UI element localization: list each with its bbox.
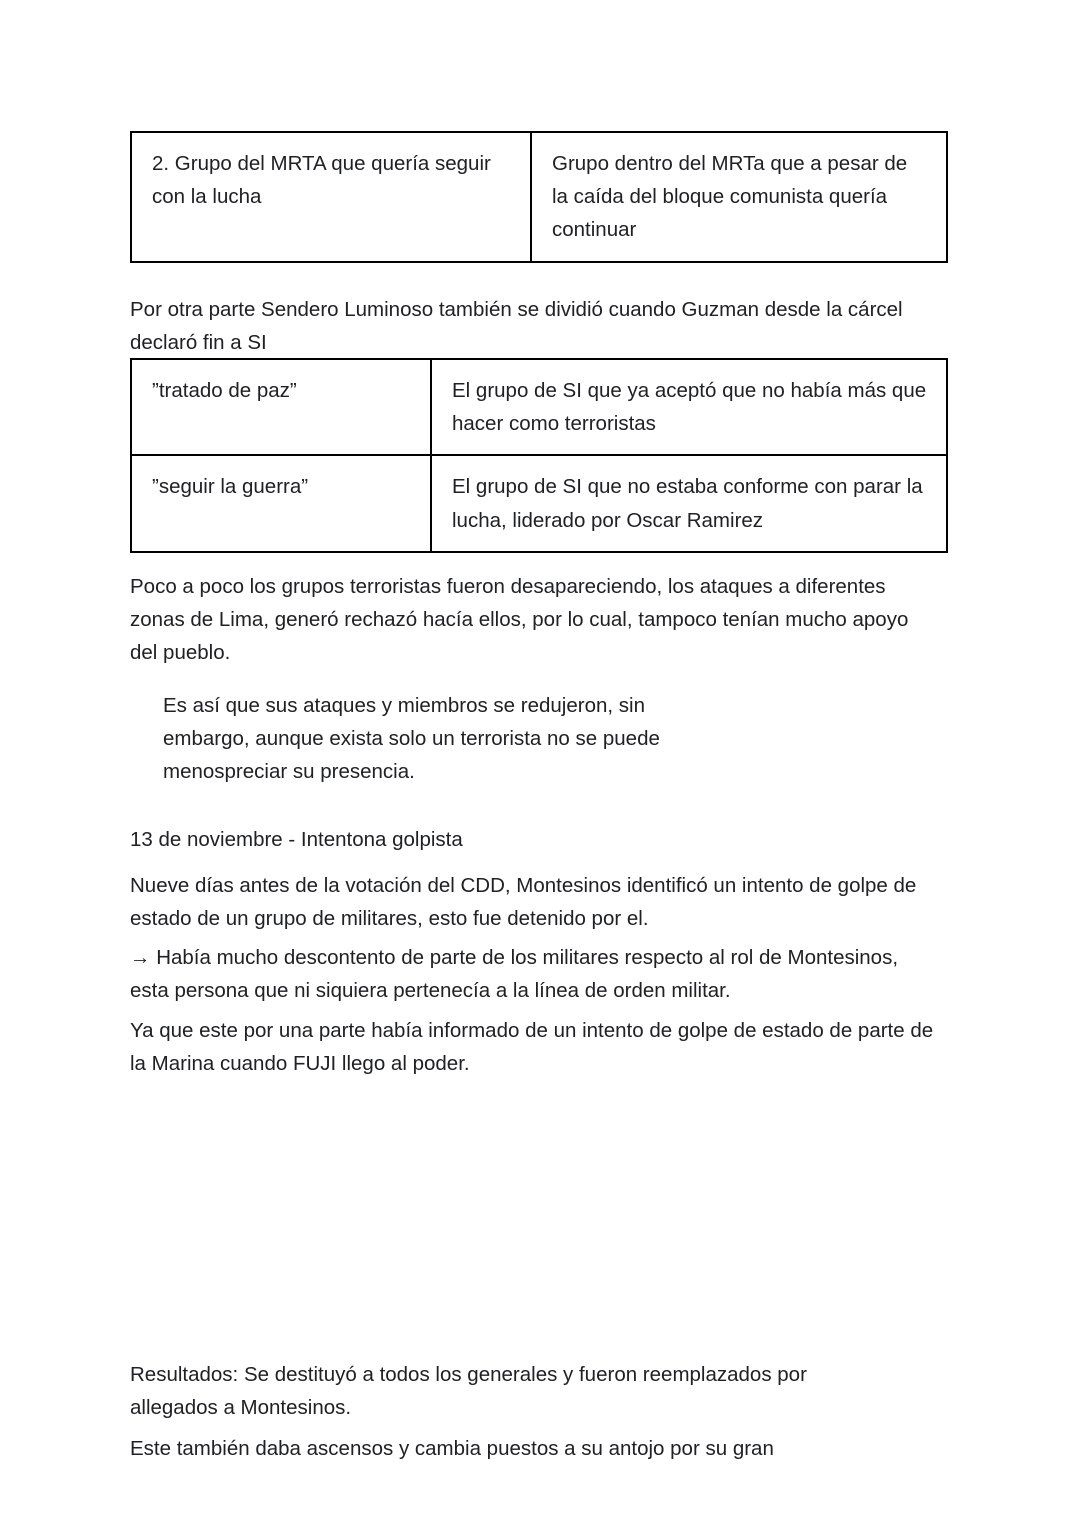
- paragraph-sendero-intro: [130, 293, 942, 359]
- paragraph-text: Por otra parte Sendero Luminoso también se dividió cuando Guzman desde la cárcel declaró fin a SI: [130, 298, 903, 355]
- paragraph-nueve-dias: [130, 869, 935, 935]
- paragraph-ya-que-este: [130, 1014, 945, 1080]
- heading-text: 13 de noviembre - Intentona golpista: [130, 828, 463, 851]
- table-cell-label: ”seguir la guerra”: [131, 455, 431, 551]
- paragraph-este-tambien: [130, 1432, 890, 1465]
- table-cell-label: 2. Grupo del MRTA que quería seguir con la lucha: [131, 132, 531, 262]
- table-cell-description: El grupo de SI que ya aceptó que no había más que hacer como terroristas: [431, 359, 947, 455]
- table-cell-description: Grupo dentro del MRTa que a pesar de la caída del bloque comunista quería continuar: [531, 132, 947, 262]
- paragraph-text: Nueve días antes de la votación del CDD, Montesinos identificó un intento de golpe de estado de un grupo de militares, esto fue detenido por el.: [130, 874, 917, 931]
- table-cell-description: El grupo de SI que no estaba conforme con parar la lucha, liderado por Oscar Ramirez: [431, 455, 947, 551]
- paragraph-habia-descontento: [130, 941, 930, 1007]
- paragraph-text: Es así que sus ataques y miembros se redujeron, sin embargo, aunque exista solo un terrorista no se puede menospreciar su presencia.: [163, 694, 660, 784]
- table-row: [131, 359, 947, 455]
- mrta-split-table: [130, 131, 948, 263]
- paragraph-text: Ya que este por una parte había informado de un intento de golpe de estado de parte de la Marina cuando FUJI llego al poder.: [130, 1019, 934, 1076]
- table-cell-label: ”tratado de paz”: [131, 359, 431, 455]
- paragraph-text: Poco a poco los grupos terroristas fueron desapareciendo, los ataques a diferentes zonas de Lima, generó rechazó hacía ellos, por lo cual, tampoco tenían mucho apoyo del pueblo.: [130, 575, 909, 665]
- table-row: [131, 455, 947, 551]
- table-row: [131, 132, 947, 262]
- paragraph-text: → Había mucho descontento de parte de los militares respecto al rol de Montesinos, esta persona que ni siquiera pertenecía a la línea de orden militar.: [130, 946, 899, 1003]
- section-heading-13-noviembre: [130, 823, 830, 856]
- sendero-luminoso-split-table: [130, 358, 948, 553]
- paragraph-poco-a-poco: [130, 570, 930, 670]
- paragraph-resultados: [130, 1358, 890, 1424]
- paragraph-text: Resultados: Se destituyó a todos los generales y fueron reemplazados por allegados a Montesinos.: [130, 1363, 807, 1420]
- paragraph-es-asi-que: [163, 689, 723, 789]
- paragraph-text: Este también daba ascensos y cambia puestos a su antojo por su gran: [130, 1437, 774, 1460]
